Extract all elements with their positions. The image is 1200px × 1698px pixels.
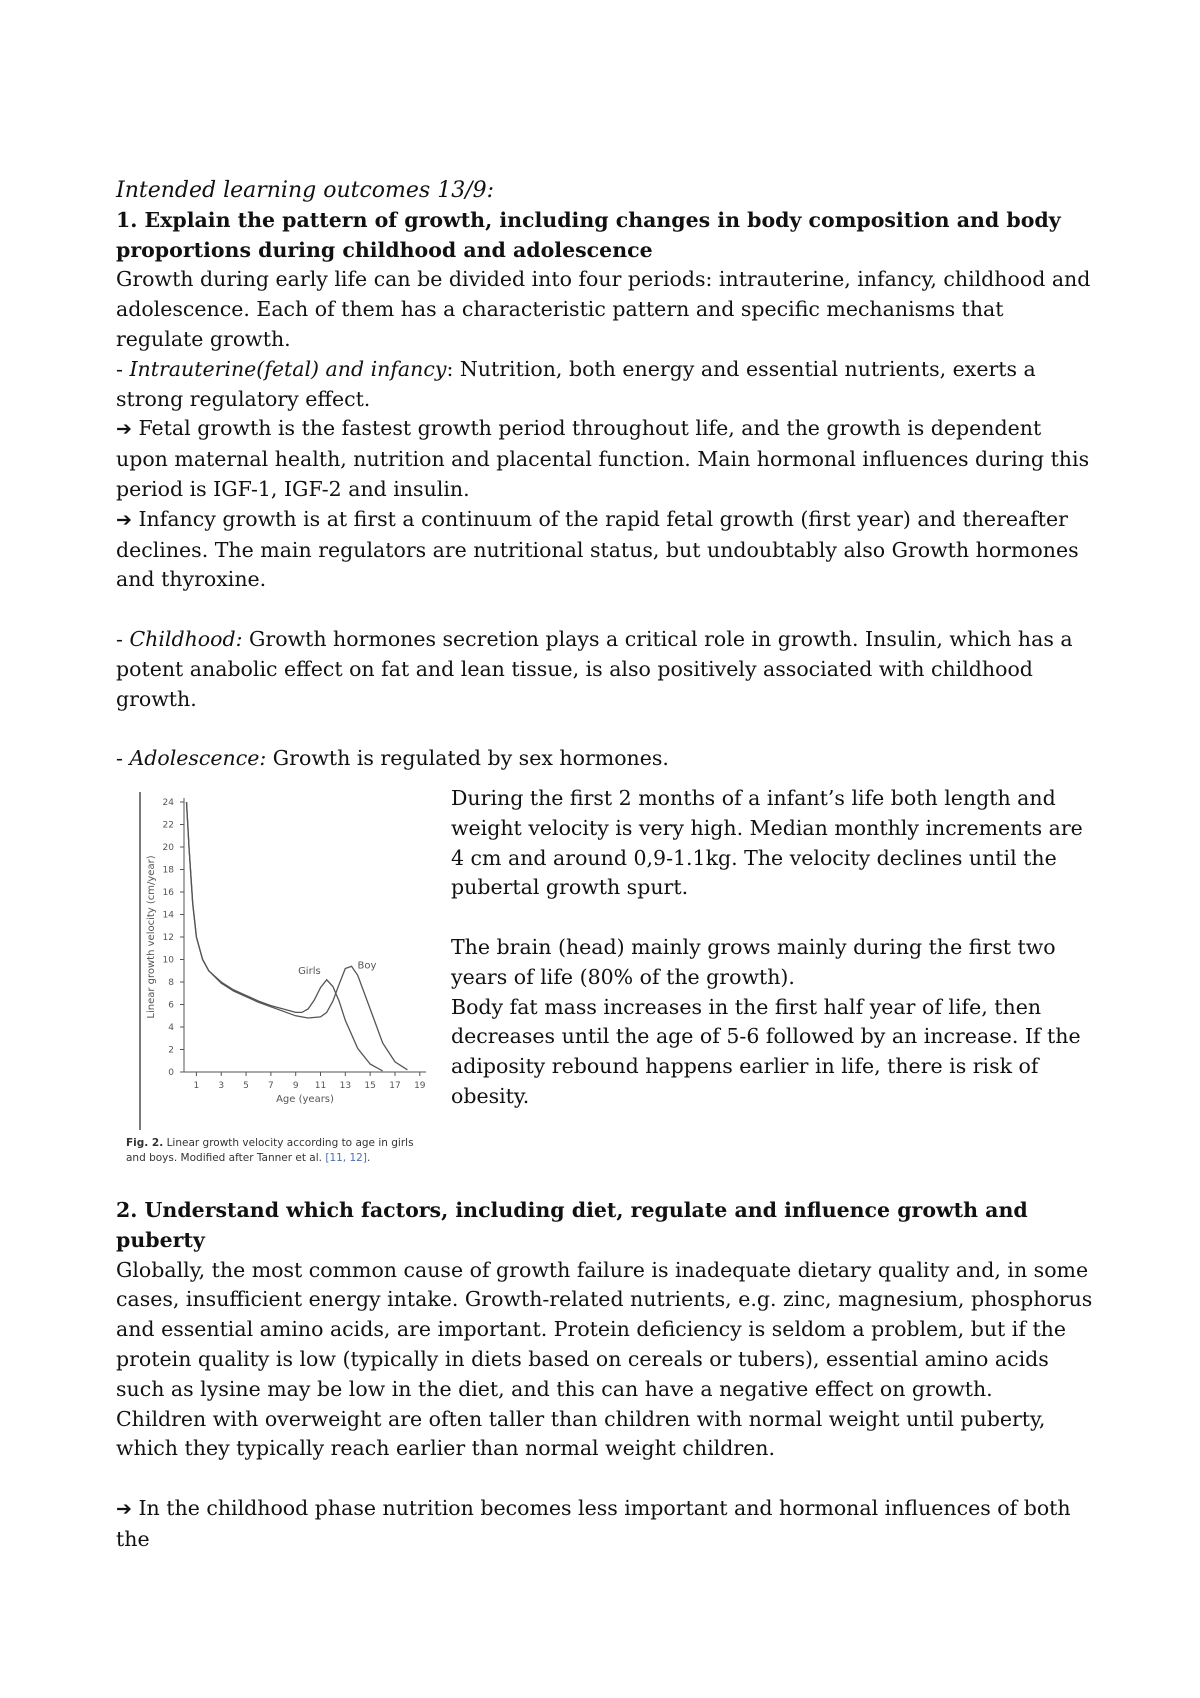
page-title: Intended learning outcomes 13/9:: [116, 178, 495, 203]
adolescence-text: Growth is regulated by sex hormones.: [266, 746, 669, 771]
y-tick-label: 12: [162, 932, 174, 943]
annotation-girls: Girls: [298, 965, 321, 977]
x-tick-label: 5: [243, 1080, 249, 1091]
y-tick-label: 18: [162, 865, 174, 876]
side-paragraph-3: Body fat mass increases in the first half year of life, then decreases until the age of 5-6 followed by an increase. If the adiposity rebound happens earlier in life, there is risk of obesity.: [451, 994, 1081, 1108]
arrow-right-icon: ➔: [116, 418, 132, 441]
childhood-text: Growth hormones secretion plays a critical role in growth. Insulin, which has a potent anabolic effect on fat and lean tissue, is also positively associated with childhood growth.: [116, 626, 1073, 711]
figure-row: [116, 784, 1096, 1196]
arrow-right-icon: ➔: [116, 508, 132, 531]
y-tick-label: 16: [162, 887, 174, 898]
x-tick-label: 11: [314, 1080, 327, 1091]
x-tick-label: 3: [218, 1080, 225, 1091]
x-tick-label: 9: [292, 1080, 299, 1091]
y-tick-label: 2: [168, 1045, 174, 1056]
y-axis-label: Linear growth velocity (cm/year): [146, 855, 157, 1019]
intrauterine-label: Intrauterine(fetal) and infancy: [129, 356, 447, 381]
dash: -: [116, 746, 130, 771]
section-2-paragraph-3: [116, 1494, 1096, 1555]
document-body: [116, 176, 1096, 1555]
y-tick-label: 14: [162, 910, 174, 921]
infancy-text: Infancy growth is at first a continuum of the rapid fetal growth (first year) and thereafter declines. The main regulators are nutritional status, but undoubtably also Growth hormones and thyroxine.: [116, 506, 1079, 592]
x-tick-label: 13: [339, 1080, 352, 1091]
caption-label: Fig. 2.: [126, 1136, 164, 1149]
series-line-boys: [187, 802, 408, 1070]
x-tick-label: 17: [389, 1080, 401, 1091]
figure-caption: [126, 1136, 436, 1166]
side-paragraph-2: The brain (head) mainly grows mainly during the first two years of life (80% of the growth).: [451, 934, 1056, 989]
caption-citation: [11, 12]: [325, 1151, 367, 1164]
dash: -: [116, 356, 130, 381]
y-tick-label: 24: [162, 797, 174, 808]
fetal-text: Fetal growth is the fastest growth period throughout life, and the growth is dependent upon maternal health, nutrition and placental function. Main hormonal influences during this period is IGF-1, IGF-2 and insulin.: [116, 416, 1090, 501]
intrauterine-text: : Nutrition, both energy and essential nutrients, exerts a strong regulatory effect.: [116, 356, 1036, 411]
x-tick-label: 15: [364, 1080, 376, 1091]
y-tick-label: 22: [162, 820, 174, 831]
blank-line: [451, 903, 1101, 933]
section-2-heading: 2. Understand which factors, including diet, regulate and influence growth and puberty: [116, 1197, 1028, 1252]
arrow-right-icon: ➔: [116, 1497, 132, 1520]
y-tick-label: 4: [168, 1022, 174, 1033]
x-axis-label: Age (years): [276, 1093, 334, 1105]
y-tick-label: 10: [162, 955, 174, 966]
annotation-boys: Boy: [357, 960, 377, 972]
side-paragraph-1: During the first 2 months of a infant’s life both length and weight velocity is very high. Median monthly increments are 4 cm and around 0,9-1.1kg. The velocity declines until the pubertal growth spurt.: [451, 785, 1083, 900]
blank-line: [116, 1464, 1096, 1494]
growth-velocity-figure: [126, 792, 436, 1192]
y-tick-label: 8: [168, 977, 174, 988]
adolescence-paragraph: [116, 744, 1096, 774]
dash: -: [116, 626, 130, 651]
x-tick-label: 19: [414, 1080, 426, 1091]
childhood-paragraph: [116, 625, 1096, 714]
adolescence-label: Adolescence:: [129, 746, 267, 771]
section-2-paragraph-1: Globally, the most common cause of growth failure is inadequate dietary quality and, in some cases, insufficient energy intake. Growth-related nutrients, e.g. zinc, magnesium, phosphorus and essential amino acids, are important. Protein deficiency is seldom a problem, but if the protein quality is low (typically in diets based on cereals or tubers), essential amino acids such as lysine may be low in the diet, and this can have a negative effect on growth.: [116, 1257, 1093, 1401]
y-tick-label: 20: [162, 842, 174, 853]
caption-end: .: [366, 1151, 371, 1164]
x-tick-label: 1: [193, 1080, 200, 1091]
y-tick-label: 6: [168, 1000, 174, 1011]
intrauterine-paragraph: [116, 355, 1096, 415]
section-1-heading: 1. Explain the pattern of growth, including changes in body composition and body proportions during childhood and adolescence: [116, 207, 1061, 262]
figure-side-text: [451, 784, 1101, 1112]
caption-text: Linear growth velocity according to age in girls and boys. Modified after Tanner et al.: [126, 1136, 414, 1164]
section-2-paragraph-3-text: In the childhood phase nutrition becomes less important and hormonal influences of both the: [116, 1495, 1071, 1551]
x-tick-label: 7: [268, 1080, 274, 1091]
fetal-paragraph: [116, 414, 1096, 504]
blank-line: [116, 595, 1096, 625]
section-2-paragraph-2: Children with overweight are often taller than children with normal weight until puberty, which they typically reach earlier than normal weight children.: [116, 1406, 1046, 1461]
series-line-girls: [187, 802, 383, 1071]
section-1-intro: Growth during early life can be divided into four periods: intrauterine, infancy, childhood and adolescence. Each of them has a characteristic pattern and specific mechanisms that regulate growth.: [116, 267, 1091, 351]
growth-velocity-chart: [126, 792, 436, 1132]
childhood-label: Childhood:: [129, 626, 243, 651]
infancy-paragraph: [116, 505, 1096, 595]
y-tick-label: 0: [168, 1067, 174, 1078]
blank-line: [116, 714, 1096, 744]
